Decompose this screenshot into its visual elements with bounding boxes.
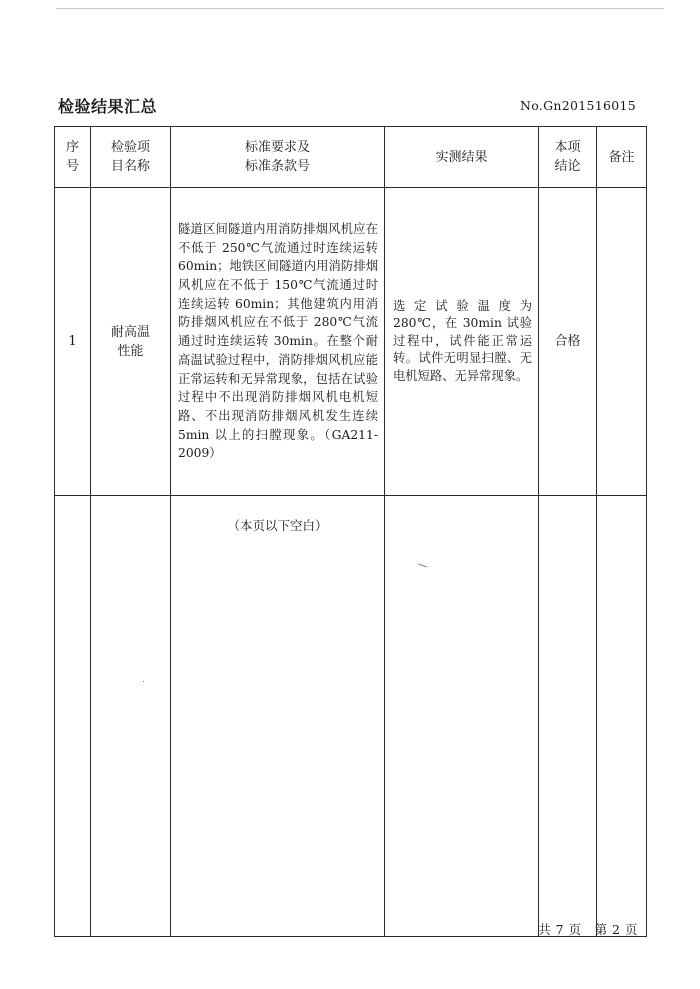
- blank-note: （本页以下空白）: [171, 496, 385, 937]
- table-row: [55, 188, 647, 496]
- doc-title: 检验结果汇总: [58, 97, 158, 116]
- col-header-standard: [171, 127, 385, 188]
- header-rule: [56, 8, 664, 9]
- cell-conclusion: 合格: [539, 188, 597, 496]
- col-header-standard-line1: 标准要求及: [244, 140, 310, 155]
- col-header-result: 实测结果: [385, 127, 539, 188]
- col-header-standard-line2: 标准条款号: [244, 159, 310, 174]
- cell-result: 选定试验温度为 280℃，在 30min 试验过程中，试件能正常运转。试件无明显扫膛、无电机短路、无异常现象。: [385, 188, 539, 496]
- col-header-conclusion: 本项结论: [539, 127, 597, 188]
- table-row-blank: [55, 496, 647, 937]
- col-header-remark: 备注: [597, 127, 647, 188]
- blank-cell: [385, 496, 539, 937]
- cell-standard: 隧道区间隧道内用消防排烟风机应在不低于 250℃气流通过时连续运转 60min；地铁区间隧道内用消防排烟风机应在不低于 150℃气流通过时连续运转 60min；其他建筑内用消防排烟风机应在不低于 280℃气流通过时连续运转 30min。在整个耐高温试验过程中，消防排烟风机应能正常运转和无异常现象，包括在试验过程中不出现消防排烟风机电机短路、不出现消防排烟风机发生连续 5min 以上的扫膛现象。（GA211-2009）: [171, 188, 385, 496]
- cell-remark: [597, 188, 647, 496]
- col-header-seq: 序号: [55, 127, 91, 188]
- blank-cell: [55, 496, 91, 937]
- blank-cell: [597, 496, 647, 937]
- col-header-item: 检验项目名称: [91, 127, 171, 188]
- table-header-row: [55, 127, 647, 188]
- blank-cell: [539, 496, 597, 937]
- cell-item: 耐高温性能: [91, 188, 171, 496]
- blank-cell: [91, 496, 171, 937]
- page-footer: 共 7 页 第 2 页: [538, 922, 638, 937]
- doc-number: No.Gn201516015: [519, 98, 636, 113]
- cell-seq: 1: [55, 188, 91, 496]
- scan-speck: [143, 681, 144, 682]
- results-table: [54, 126, 647, 937]
